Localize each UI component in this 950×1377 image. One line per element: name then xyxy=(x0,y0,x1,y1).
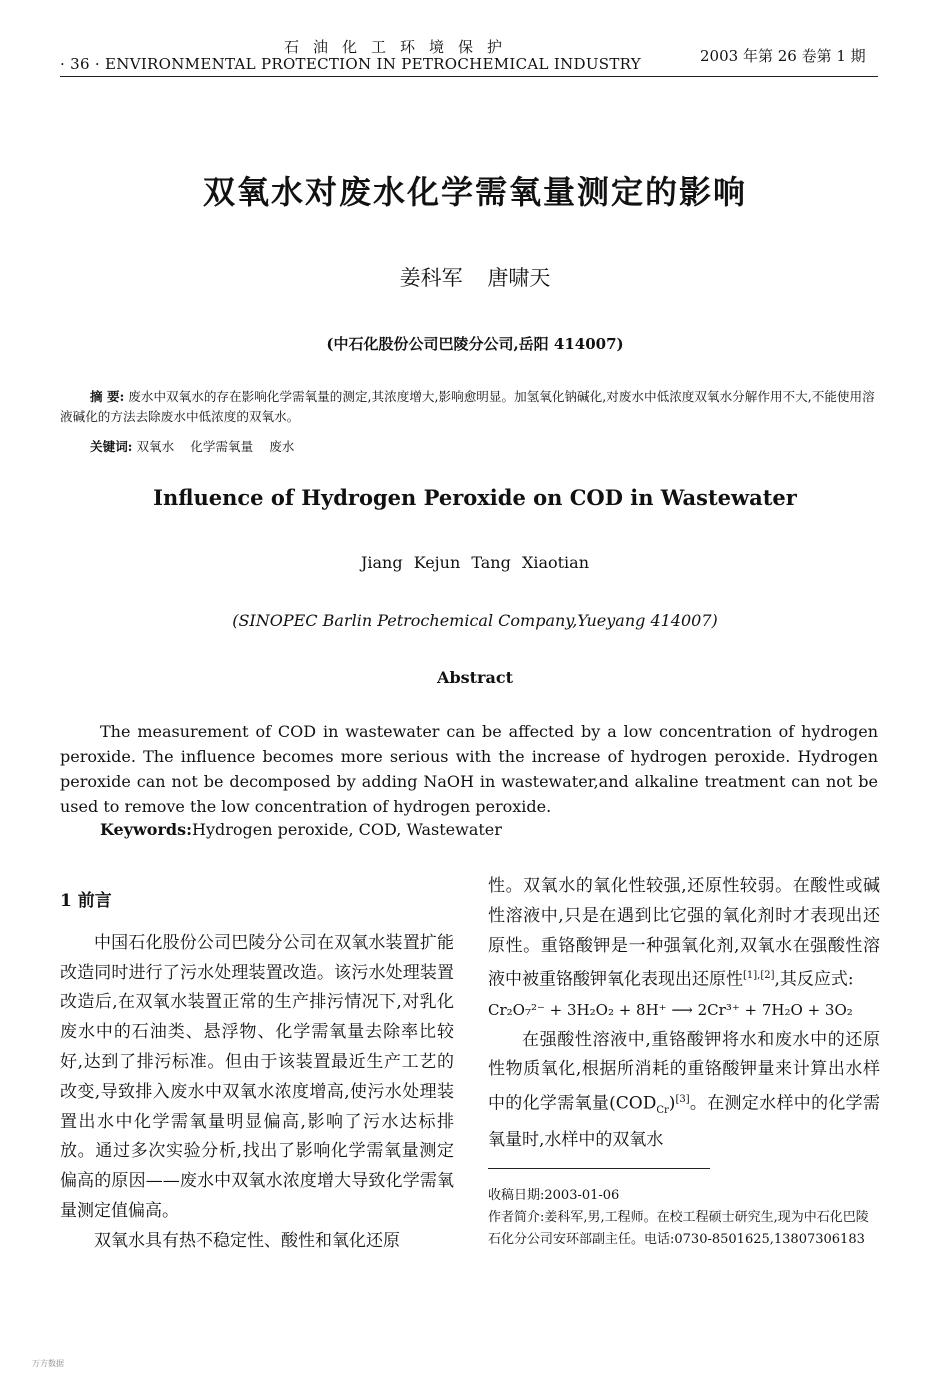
header-rule xyxy=(60,76,878,77)
cod-close: ) xyxy=(668,1093,676,1114)
cod-subscript: Cr xyxy=(656,1105,669,1117)
keywords-chinese xyxy=(90,436,294,455)
cod-text-end: 。在测定水样中的化学需氧量时,水样中的双氧水 xyxy=(488,1093,880,1151)
continuation-end: ,其反应式: xyxy=(774,970,854,991)
abstract-english: The measurement of COD in wastewater can be affected by a low concentration of hydrogen peroxide. The influence becomes more serious with the increase of hydrogen peroxide. Hydrogen peroxide can not be decomposed by adding NaOH in wastewater,and alkaline treatment can not be used to remove the low concentration of hydrogen peroxide. xyxy=(60,722,878,816)
keywords-english-label: Keywords: xyxy=(100,820,193,839)
title-chinese: 双氧水对废水化学需氧量测定的影响 xyxy=(202,173,747,211)
abstract-heading: Abstract xyxy=(437,668,513,687)
affiliation-chinese: (中石化股份公司巴陵分公司,岳阳 414007) xyxy=(326,335,624,353)
cod-text: 在强酸性溶液中,重铬酸钾将水和废水中的还原性物质氧化,根据所消耗的重铬酸钾量来计算出水样中的化学需氧量(COD xyxy=(488,1029,880,1114)
authors-english: Jiang Kejun Tang Xiaotian xyxy=(360,553,590,572)
journal-name-chinese: 石油化工环境保护 xyxy=(283,38,516,56)
abstract-chinese-label: 摘 要: xyxy=(90,389,125,404)
keywords-chinese-label: 关键词: xyxy=(90,439,133,454)
issue-info: 2003 年第 26 卷第 1 期 xyxy=(700,47,866,65)
watermark: 万方数据 xyxy=(32,1359,64,1368)
author-bio: 作者简介:姜科军,男,工程师。在校工程硕士研究生,现为中石化巴陵石化分公司安环部副主任。电话:0730-8501625,13807306183 xyxy=(488,1210,869,1247)
abstract-chinese xyxy=(60,387,878,427)
authors-chinese: 姜科军 唐啸天 xyxy=(399,266,551,290)
footnote-rule xyxy=(488,1168,710,1169)
affiliation-english: (SINOPEC Barlin Petrochemical Company,Yueyang 414007) xyxy=(232,611,718,630)
keywords-english xyxy=(100,820,502,839)
cod-paragraph xyxy=(488,1026,880,1156)
title-english: Influence of Hydrogen Peroxide on COD in Wastewater xyxy=(153,485,797,510)
paragraph-start: 双氧水具有热不稳定性、酸性和氧化还原 xyxy=(94,1230,400,1251)
abstract-chinese-text: 废水中双氧水的存在影响化学需氧量的测定,其浓度增大,影响愈明显。加氢氧化钠碱化,对废水中低浓度双氧水分解作用不大,不能使用溶液碱化的方法去除废水中低浓度的双氧水。 xyxy=(60,389,875,424)
keywords-english-text: Hydrogen peroxide, COD, Wastewater xyxy=(192,820,502,839)
journal-name-english: · 36 · ENVIRONMENTAL PROTECTION IN PETROCHEMICAL INDUSTRY xyxy=(60,55,642,73)
right-column xyxy=(488,872,880,1156)
continuation-paragraph xyxy=(488,872,880,996)
received-date: 收稿日期:2003-01-06 xyxy=(488,1188,620,1203)
intro-paragraph: 中国石化股份公司巴陵分公司在双氧水装置扩能改造同时进行了污水处理装置改造。该污水处理装置改造后,在双氧水装置正常的生产排污情况下,对乳化废水中的石油类、悬浮物、化学需氧量去除率比较好,达到了排污标准。但由于该装置最近生产工艺的改变,导致排入废水中双氧水浓度增高,使污水处理装置出水中化学需氧量明显偏高,影响了污水达标排放。通过多次实验分析,找出了影响化学需氧量测定偏高的原因——废水中双氧水浓度增大导致化学需氧量测定值偏高。 xyxy=(60,932,454,1221)
citation-ref: [1],[2] xyxy=(743,970,775,982)
section-title-introduction: 1 前言 xyxy=(60,891,112,911)
reaction-equation: Cr₂O₇²⁻ + 3H₂O₂ + 8H⁺ ⟶ 2Cr³⁺ + 7H₂O + 3O₂ xyxy=(488,1000,853,1019)
continuation-text: 性。双氧水的氧化性较强,还原性较弱。在酸性或碱性溶液中,只是在遇到比它强的氧化剂时才表现出还原性。重铬酸钾是一种强氧化剂,双氧水在强酸性溶液中被重铬酸钾氧化表现出还原性 xyxy=(488,876,880,991)
left-column xyxy=(60,887,454,1257)
keywords-chinese-text: 双氧水 化学需氧量 废水 xyxy=(136,439,295,454)
footnote xyxy=(488,1185,880,1251)
citation-ref: [3] xyxy=(675,1094,690,1106)
